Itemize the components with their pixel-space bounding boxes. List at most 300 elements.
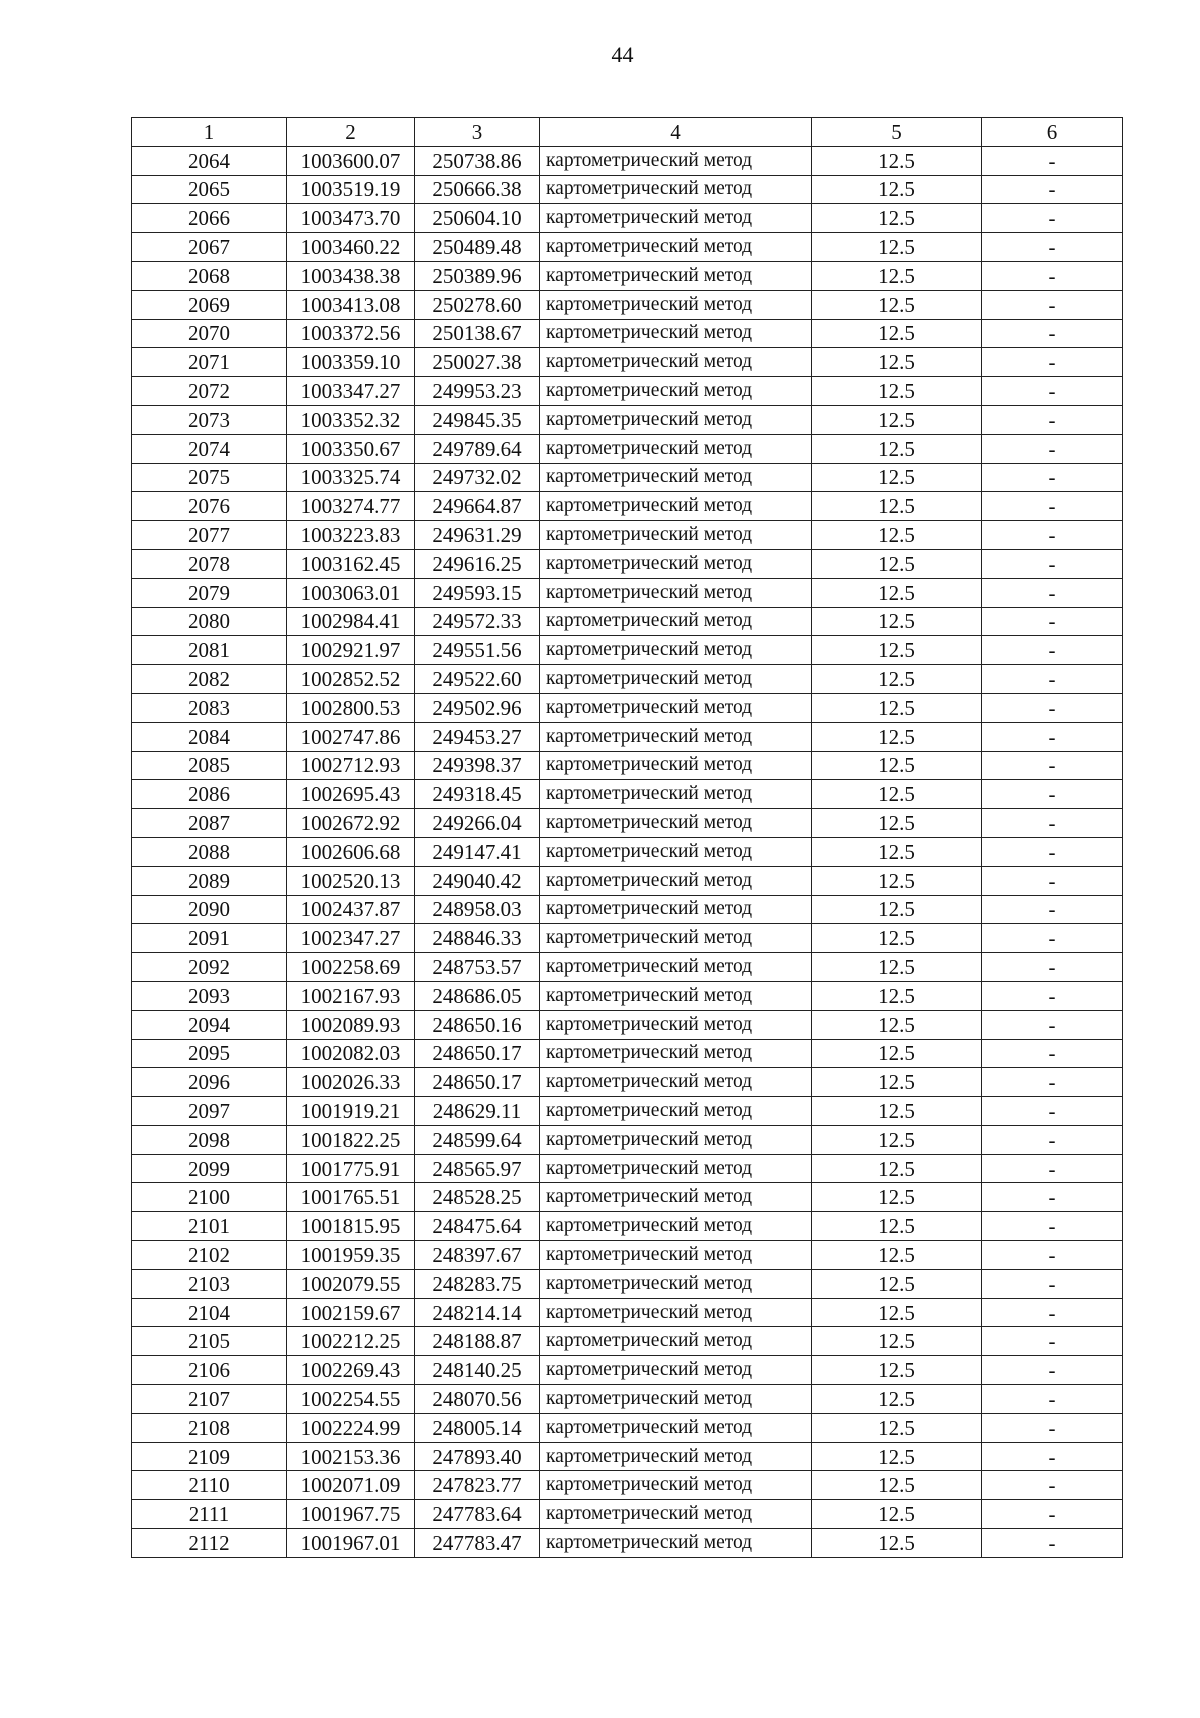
method-cell: картометрический метод [540, 233, 812, 262]
accuracy-cell: 12.5 [812, 1356, 982, 1385]
point-number-cell: 2102 [132, 1241, 287, 1270]
y-coordinate-cell: 247783.64 [415, 1500, 540, 1529]
point-number-cell: 2064 [132, 146, 287, 175]
table-row [132, 1039, 1123, 1068]
accuracy-cell: 12.5 [812, 780, 982, 809]
y-coordinate-cell: 249502.96 [415, 693, 540, 722]
note-cell: - [982, 1269, 1123, 1298]
x-coordinate-cell: 1003519.19 [287, 175, 415, 204]
table-row [132, 463, 1123, 492]
point-number-cell: 2105 [132, 1327, 287, 1356]
point-number-cell: 2109 [132, 1442, 287, 1471]
x-coordinate-cell: 1002089.93 [287, 1010, 415, 1039]
method-cell: картометрический метод [540, 1327, 812, 1356]
method-cell: картометрический метод [540, 924, 812, 953]
x-coordinate-cell: 1003162.45 [287, 549, 415, 578]
point-number-cell: 2074 [132, 434, 287, 463]
x-coordinate-cell: 1001919.21 [287, 1097, 415, 1126]
method-cell: картометрический метод [540, 348, 812, 377]
x-coordinate-cell: 1002695.43 [287, 780, 415, 809]
accuracy-cell: 12.5 [812, 953, 982, 982]
table-row [132, 1298, 1123, 1327]
y-coordinate-cell: 250027.38 [415, 348, 540, 377]
accuracy-cell: 12.5 [812, 261, 982, 290]
table-row [132, 405, 1123, 434]
table-row [132, 434, 1123, 463]
point-number-cell: 2067 [132, 233, 287, 262]
accuracy-cell: 12.5 [812, 463, 982, 492]
y-coordinate-cell: 248188.87 [415, 1327, 540, 1356]
method-cell: картометрический метод [540, 204, 812, 233]
x-coordinate-cell: 1002153.36 [287, 1442, 415, 1471]
y-coordinate-cell: 249147.41 [415, 837, 540, 866]
y-coordinate-cell: 248753.57 [415, 953, 540, 982]
method-cell: картометрический метод [540, 1125, 812, 1154]
method-cell: картометрический метод [540, 1500, 812, 1529]
note-cell: - [982, 607, 1123, 636]
y-coordinate-cell: 249453.27 [415, 722, 540, 751]
y-coordinate-cell: 247893.40 [415, 1442, 540, 1471]
x-coordinate-cell: 1002712.93 [287, 751, 415, 780]
table-row [132, 866, 1123, 895]
table-row [132, 1010, 1123, 1039]
point-number-cell: 2094 [132, 1010, 287, 1039]
point-number-cell: 2099 [132, 1154, 287, 1183]
table-row [132, 1442, 1123, 1471]
table-header [132, 118, 1123, 147]
accuracy-cell: 12.5 [812, 1471, 982, 1500]
y-coordinate-cell: 248214.14 [415, 1298, 540, 1327]
method-cell: картометрический метод [540, 1413, 812, 1442]
note-cell: - [982, 693, 1123, 722]
header-cell-2: 2 [287, 118, 415, 147]
x-coordinate-cell: 1002167.93 [287, 981, 415, 1010]
table-row [132, 1356, 1123, 1385]
method-cell: картометрический метод [540, 1356, 812, 1385]
y-coordinate-cell: 249631.29 [415, 521, 540, 550]
table-row [132, 1327, 1123, 1356]
x-coordinate-cell: 1001775.91 [287, 1154, 415, 1183]
x-coordinate-cell: 1002224.99 [287, 1413, 415, 1442]
point-number-cell: 2089 [132, 866, 287, 895]
x-coordinate-cell: 1002606.68 [287, 837, 415, 866]
y-coordinate-cell: 249664.87 [415, 492, 540, 521]
note-cell: - [982, 175, 1123, 204]
note-cell: - [982, 924, 1123, 953]
y-coordinate-cell: 249572.33 [415, 607, 540, 636]
x-coordinate-cell: 1003359.10 [287, 348, 415, 377]
accuracy-cell: 12.5 [812, 146, 982, 175]
accuracy-cell: 12.5 [812, 636, 982, 665]
y-coordinate-cell: 248599.64 [415, 1125, 540, 1154]
table-row [132, 1413, 1123, 1442]
note-cell: - [982, 549, 1123, 578]
x-coordinate-cell: 1002347.27 [287, 924, 415, 953]
note-cell: - [982, 261, 1123, 290]
accuracy-cell: 12.5 [812, 290, 982, 319]
accuracy-cell: 12.5 [812, 233, 982, 262]
table-row [132, 607, 1123, 636]
x-coordinate-cell: 1002269.43 [287, 1356, 415, 1385]
note-cell: - [982, 809, 1123, 838]
point-number-cell: 2066 [132, 204, 287, 233]
note-cell: - [982, 319, 1123, 348]
point-number-cell: 2078 [132, 549, 287, 578]
method-cell: картометрический метод [540, 693, 812, 722]
y-coordinate-cell: 249522.60 [415, 665, 540, 694]
x-coordinate-cell: 1003350.67 [287, 434, 415, 463]
x-coordinate-cell: 1003223.83 [287, 521, 415, 550]
accuracy-cell: 12.5 [812, 809, 982, 838]
method-cell: картометрический метод [540, 549, 812, 578]
note-cell: - [982, 204, 1123, 233]
method-cell: картометрический метод [540, 1154, 812, 1183]
method-cell: картометрический метод [540, 521, 812, 550]
y-coordinate-cell: 248650.17 [415, 1068, 540, 1097]
accuracy-cell: 12.5 [812, 549, 982, 578]
accuracy-cell: 12.5 [812, 693, 982, 722]
y-coordinate-cell: 248650.16 [415, 1010, 540, 1039]
method-cell: картометрический метод [540, 665, 812, 694]
x-coordinate-cell: 1002082.03 [287, 1039, 415, 1068]
note-cell: - [982, 377, 1123, 406]
accuracy-cell: 12.5 [812, 751, 982, 780]
table-row [132, 492, 1123, 521]
method-cell: картометрический метод [540, 780, 812, 809]
table-row [132, 953, 1123, 982]
header-row [132, 118, 1123, 147]
accuracy-cell: 12.5 [812, 521, 982, 550]
table-row [132, 1241, 1123, 1270]
accuracy-cell: 12.5 [812, 1327, 982, 1356]
note-cell: - [982, 953, 1123, 982]
accuracy-cell: 12.5 [812, 722, 982, 751]
accuracy-cell: 12.5 [812, 175, 982, 204]
y-coordinate-cell: 248475.64 [415, 1212, 540, 1241]
note-cell: - [982, 1039, 1123, 1068]
point-number-cell: 2092 [132, 953, 287, 982]
point-number-cell: 2081 [132, 636, 287, 665]
point-number-cell: 2075 [132, 463, 287, 492]
y-coordinate-cell: 250389.96 [415, 261, 540, 290]
note-cell: - [982, 1183, 1123, 1212]
note-cell: - [982, 1241, 1123, 1270]
note-cell: - [982, 1529, 1123, 1558]
accuracy-cell: 12.5 [812, 1500, 982, 1529]
table-row [132, 1269, 1123, 1298]
point-number-cell: 2110 [132, 1471, 287, 1500]
table-row [132, 146, 1123, 175]
table-row [132, 751, 1123, 780]
y-coordinate-cell: 247783.47 [415, 1529, 540, 1558]
point-number-cell: 2091 [132, 924, 287, 953]
point-number-cell: 2093 [132, 981, 287, 1010]
header-cell-5: 5 [812, 118, 982, 147]
method-cell: картометрический метод [540, 1241, 812, 1270]
accuracy-cell: 12.5 [812, 319, 982, 348]
y-coordinate-cell: 248565.97 [415, 1154, 540, 1183]
point-number-cell: 2065 [132, 175, 287, 204]
point-number-cell: 2083 [132, 693, 287, 722]
x-coordinate-cell: 1001822.25 [287, 1125, 415, 1154]
point-number-cell: 2069 [132, 290, 287, 319]
note-cell: - [982, 1298, 1123, 1327]
table-row [132, 780, 1123, 809]
coordinates-table [131, 117, 1123, 1558]
point-number-cell: 2088 [132, 837, 287, 866]
note-cell: - [982, 751, 1123, 780]
accuracy-cell: 12.5 [812, 924, 982, 953]
y-coordinate-cell: 249789.64 [415, 434, 540, 463]
x-coordinate-cell: 1001765.51 [287, 1183, 415, 1212]
x-coordinate-cell: 1003347.27 [287, 377, 415, 406]
y-coordinate-cell: 250138.67 [415, 319, 540, 348]
x-coordinate-cell: 1002254.55 [287, 1385, 415, 1414]
y-coordinate-cell: 248958.03 [415, 895, 540, 924]
note-cell: - [982, 866, 1123, 895]
table-row [132, 1212, 1123, 1241]
y-coordinate-cell: 250604.10 [415, 204, 540, 233]
note-cell: - [982, 1068, 1123, 1097]
point-number-cell: 2103 [132, 1269, 287, 1298]
y-coordinate-cell: 248070.56 [415, 1385, 540, 1414]
method-cell: картометрический метод [540, 1269, 812, 1298]
accuracy-cell: 12.5 [812, 866, 982, 895]
x-coordinate-cell: 1002800.53 [287, 693, 415, 722]
x-coordinate-cell: 1001967.01 [287, 1529, 415, 1558]
x-coordinate-cell: 1002026.33 [287, 1068, 415, 1097]
method-cell: картометрический метод [540, 175, 812, 204]
accuracy-cell: 12.5 [812, 1212, 982, 1241]
y-coordinate-cell: 250278.60 [415, 290, 540, 319]
y-coordinate-cell: 248846.33 [415, 924, 540, 953]
table-row [132, 895, 1123, 924]
page-number: 44 [611, 42, 634, 67]
header-cell-4: 4 [540, 118, 812, 147]
x-coordinate-cell: 1003473.70 [287, 204, 415, 233]
point-number-cell: 2090 [132, 895, 287, 924]
accuracy-cell: 12.5 [812, 1413, 982, 1442]
note-cell: - [982, 1471, 1123, 1500]
table-row [132, 348, 1123, 377]
x-coordinate-cell: 1003460.22 [287, 233, 415, 262]
point-number-cell: 2068 [132, 261, 287, 290]
accuracy-cell: 12.5 [812, 1442, 982, 1471]
table-row [132, 549, 1123, 578]
table-row [132, 693, 1123, 722]
method-cell: картометрический метод [540, 1471, 812, 1500]
table-row [132, 1385, 1123, 1414]
method-cell: картометрический метод [540, 1442, 812, 1471]
x-coordinate-cell: 1001959.35 [287, 1241, 415, 1270]
note-cell: - [982, 348, 1123, 377]
y-coordinate-cell: 248140.25 [415, 1356, 540, 1385]
x-coordinate-cell: 1002984.41 [287, 607, 415, 636]
x-coordinate-cell: 1002747.86 [287, 722, 415, 751]
table-row [132, 521, 1123, 550]
x-coordinate-cell: 1001967.75 [287, 1500, 415, 1529]
accuracy-cell: 12.5 [812, 1241, 982, 1270]
note-cell: - [982, 981, 1123, 1010]
point-number-cell: 2095 [132, 1039, 287, 1068]
accuracy-cell: 12.5 [812, 204, 982, 233]
table-row [132, 1154, 1123, 1183]
point-number-cell: 2087 [132, 809, 287, 838]
point-number-cell: 2098 [132, 1125, 287, 1154]
note-cell: - [982, 1413, 1123, 1442]
method-cell: картометрический метод [540, 290, 812, 319]
y-coordinate-cell: 249398.37 [415, 751, 540, 780]
accuracy-cell: 12.5 [812, 1183, 982, 1212]
table-row [132, 981, 1123, 1010]
x-coordinate-cell: 1003438.38 [287, 261, 415, 290]
note-cell: - [982, 463, 1123, 492]
accuracy-cell: 12.5 [812, 1068, 982, 1097]
table-row [132, 204, 1123, 233]
note-cell: - [982, 290, 1123, 319]
x-coordinate-cell: 1003413.08 [287, 290, 415, 319]
y-coordinate-cell: 250666.38 [415, 175, 540, 204]
y-coordinate-cell: 249266.04 [415, 809, 540, 838]
y-coordinate-cell: 248629.11 [415, 1097, 540, 1126]
x-coordinate-cell: 1002520.13 [287, 866, 415, 895]
x-coordinate-cell: 1001815.95 [287, 1212, 415, 1241]
x-coordinate-cell: 1002071.09 [287, 1471, 415, 1500]
point-number-cell: 2108 [132, 1413, 287, 1442]
table-row [132, 1068, 1123, 1097]
y-coordinate-cell: 249732.02 [415, 463, 540, 492]
note-cell: - [982, 1097, 1123, 1126]
point-number-cell: 2071 [132, 348, 287, 377]
point-number-cell: 2082 [132, 665, 287, 694]
y-coordinate-cell: 250489.48 [415, 233, 540, 262]
x-coordinate-cell: 1002079.55 [287, 1269, 415, 1298]
accuracy-cell: 12.5 [812, 1385, 982, 1414]
header-cell-6: 6 [982, 118, 1123, 147]
y-coordinate-cell: 249845.35 [415, 405, 540, 434]
table-row [132, 290, 1123, 319]
point-number-cell: 2106 [132, 1356, 287, 1385]
accuracy-cell: 12.5 [812, 578, 982, 607]
header-cell-1: 1 [132, 118, 287, 147]
method-cell: картометрический метод [540, 1183, 812, 1212]
point-number-cell: 2107 [132, 1385, 287, 1414]
accuracy-cell: 12.5 [812, 1529, 982, 1558]
point-number-cell: 2104 [132, 1298, 287, 1327]
y-coordinate-cell: 249551.56 [415, 636, 540, 665]
x-coordinate-cell: 1003325.74 [287, 463, 415, 492]
point-number-cell: 2077 [132, 521, 287, 550]
point-number-cell: 2076 [132, 492, 287, 521]
point-number-cell: 2085 [132, 751, 287, 780]
method-cell: картометрический метод [540, 607, 812, 636]
x-coordinate-cell: 1002258.69 [287, 953, 415, 982]
x-coordinate-cell: 1002921.97 [287, 636, 415, 665]
y-coordinate-cell: 249953.23 [415, 377, 540, 406]
table-row [132, 233, 1123, 262]
method-cell: картометрический метод [540, 1529, 812, 1558]
y-coordinate-cell: 248283.75 [415, 1269, 540, 1298]
accuracy-cell: 12.5 [812, 665, 982, 694]
method-cell: картометрический метод [540, 1010, 812, 1039]
accuracy-cell: 12.5 [812, 1298, 982, 1327]
point-number-cell: 2070 [132, 319, 287, 348]
table-row [132, 837, 1123, 866]
accuracy-cell: 12.5 [812, 1125, 982, 1154]
y-coordinate-cell: 248686.05 [415, 981, 540, 1010]
note-cell: - [982, 1327, 1123, 1356]
method-cell: картометрический метод [540, 434, 812, 463]
point-number-cell: 2112 [132, 1529, 287, 1558]
accuracy-cell: 12.5 [812, 492, 982, 521]
method-cell: картометрический метод [540, 837, 812, 866]
point-number-cell: 2079 [132, 578, 287, 607]
note-cell: - [982, 434, 1123, 463]
accuracy-cell: 12.5 [812, 348, 982, 377]
y-coordinate-cell: 249616.25 [415, 549, 540, 578]
method-cell: картометрический метод [540, 1385, 812, 1414]
table-row [132, 578, 1123, 607]
point-number-cell: 2086 [132, 780, 287, 809]
x-coordinate-cell: 1002852.52 [287, 665, 415, 694]
note-cell: - [982, 1125, 1123, 1154]
method-cell: картометрический метод [540, 261, 812, 290]
table-row [132, 1529, 1123, 1558]
table-row [132, 319, 1123, 348]
x-coordinate-cell: 1002672.92 [287, 809, 415, 838]
method-cell: картометрический метод [540, 492, 812, 521]
method-cell: картометрический метод [540, 1068, 812, 1097]
x-coordinate-cell: 1002159.67 [287, 1298, 415, 1327]
note-cell: - [982, 1212, 1123, 1241]
note-cell: - [982, 1010, 1123, 1039]
accuracy-cell: 12.5 [812, 895, 982, 924]
method-cell: картометрический метод [540, 1039, 812, 1068]
accuracy-cell: 12.5 [812, 405, 982, 434]
y-coordinate-cell: 248650.17 [415, 1039, 540, 1068]
accuracy-cell: 12.5 [812, 1010, 982, 1039]
x-coordinate-cell: 1003372.56 [287, 319, 415, 348]
y-coordinate-cell: 249318.45 [415, 780, 540, 809]
note-cell: - [982, 492, 1123, 521]
method-cell: картометрический метод [540, 751, 812, 780]
method-cell: картометрический метод [540, 377, 812, 406]
note-cell: - [982, 146, 1123, 175]
table-row [132, 722, 1123, 751]
table-row [132, 1183, 1123, 1212]
note-cell: - [982, 1442, 1123, 1471]
point-number-cell: 2084 [132, 722, 287, 751]
accuracy-cell: 12.5 [812, 1269, 982, 1298]
note-cell: - [982, 521, 1123, 550]
note-cell: - [982, 636, 1123, 665]
accuracy-cell: 12.5 [812, 377, 982, 406]
method-cell: картометрический метод [540, 1212, 812, 1241]
point-number-cell: 2097 [132, 1097, 287, 1126]
y-coordinate-cell: 249040.42 [415, 866, 540, 895]
table-body [132, 146, 1123, 1557]
y-coordinate-cell: 247823.77 [415, 1471, 540, 1500]
accuracy-cell: 12.5 [812, 1154, 982, 1183]
table-row [132, 809, 1123, 838]
note-cell: - [982, 1385, 1123, 1414]
note-cell: - [982, 895, 1123, 924]
method-cell: картометрический метод [540, 895, 812, 924]
method-cell: картометрический метод [540, 981, 812, 1010]
accuracy-cell: 12.5 [812, 1039, 982, 1068]
x-coordinate-cell: 1003063.01 [287, 578, 415, 607]
point-number-cell: 2080 [132, 607, 287, 636]
